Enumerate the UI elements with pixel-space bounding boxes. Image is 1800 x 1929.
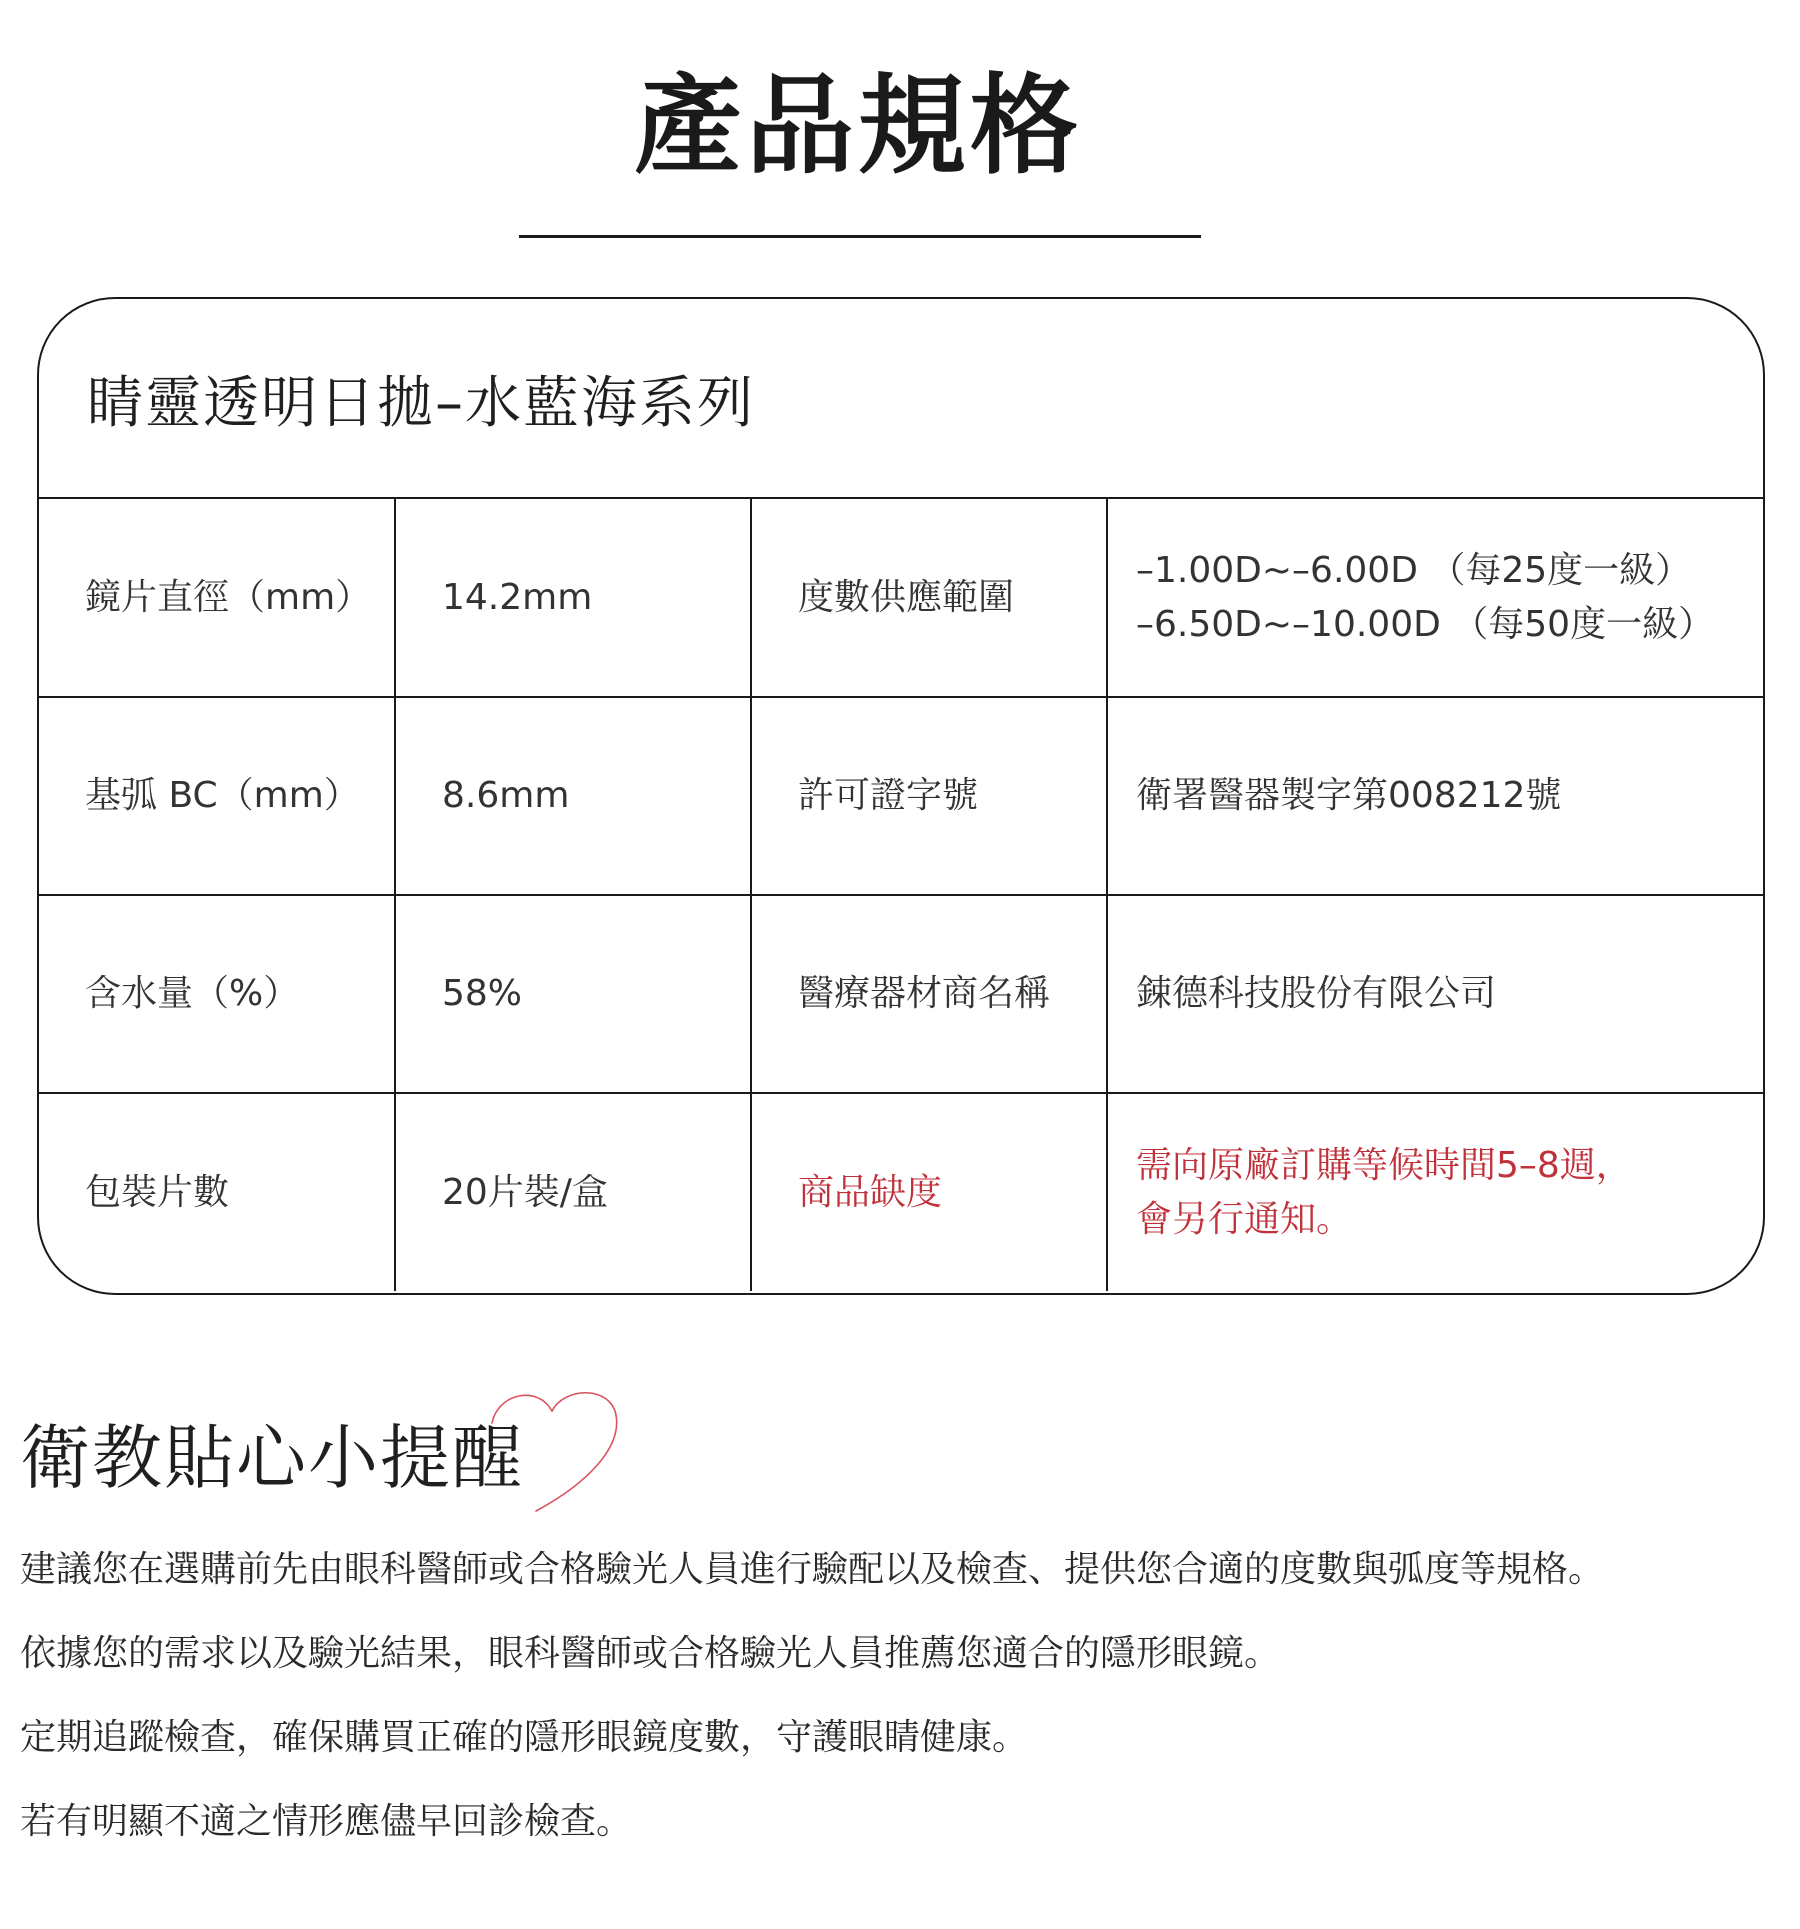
spec-value: 8.6mm: [395, 697, 751, 895]
spec-row-water-content: [39, 895, 1763, 1093]
spec-card: [37, 297, 1765, 1295]
tip-item: 依據您的需求以及驗光結果，眼科醫師或合格驗光人員推薦您適合的隱形眼鏡。: [20, 1633, 1281, 1674]
spec-value: 14.2mm: [395, 499, 751, 697]
spec-value: 58%: [395, 895, 751, 1093]
spec-value: 衛署醫器製字第008212號: [1107, 697, 1763, 895]
power-range-line-1: –1.00D~–6.00D （每25度一級）: [1136, 549, 1692, 591]
spec-label: 鏡片直徑（mm）: [39, 499, 395, 697]
heart-outline-icon: [460, 1385, 640, 1525]
product-name: 睛靈透明日拋–水藍海系列: [39, 299, 1763, 499]
tip-item: 若有明顯不適之情形應儘早回診檢查。: [20, 1801, 633, 1842]
stock-note-line-1: 需向原廠訂購等候時間5–8週，: [1136, 1144, 1632, 1186]
spec-value: 鋉德科技股份有限公司: [1107, 895, 1763, 1093]
spec-value: 20片裝/盒: [395, 1093, 751, 1291]
spec-label: 含水量（%）: [39, 895, 395, 1093]
page-title: 產品規格: [633, 64, 1082, 189]
spec-label: 醫療器材商名稱: [751, 895, 1107, 1093]
spec-row-package: [39, 1093, 1763, 1291]
stock-status-label: 商品缺度: [751, 1093, 1107, 1291]
spec-table: [39, 499, 1763, 1291]
stock-status-note: [1107, 1093, 1763, 1291]
tip-item: 定期追蹤檢查，確保購買正確的隱形眼鏡度數，守護眼睛健康。: [20, 1717, 1029, 1758]
spec-label: 許可證字號: [751, 697, 1107, 895]
tips-list: [20, 1548, 1780, 1884]
stock-note-line-2: 會另行通知。: [1136, 1198, 1353, 1240]
tips-heading-block: [20, 1385, 640, 1525]
spec-label: 基弧 BC（mm）: [39, 697, 395, 895]
power-range-line-2: –6.50D~–10.00D （每50度一級）: [1136, 603, 1715, 645]
tip-item: 建議您在選購前先由眼科醫師或合格驗光人員進行驗配以及檢查、提供您合適的度數與弧度等規格。: [20, 1549, 1605, 1590]
spec-value: [1107, 499, 1763, 697]
spec-row-base-curve: [39, 697, 1763, 895]
spec-label: 包裝片數: [39, 1093, 395, 1291]
spec-row-diameter: [39, 499, 1763, 697]
spec-label: 度數供應範圍: [751, 499, 1107, 697]
title-divider: [519, 235, 1201, 238]
tips-heading: 衛教貼心小提醒: [20, 1417, 524, 1499]
